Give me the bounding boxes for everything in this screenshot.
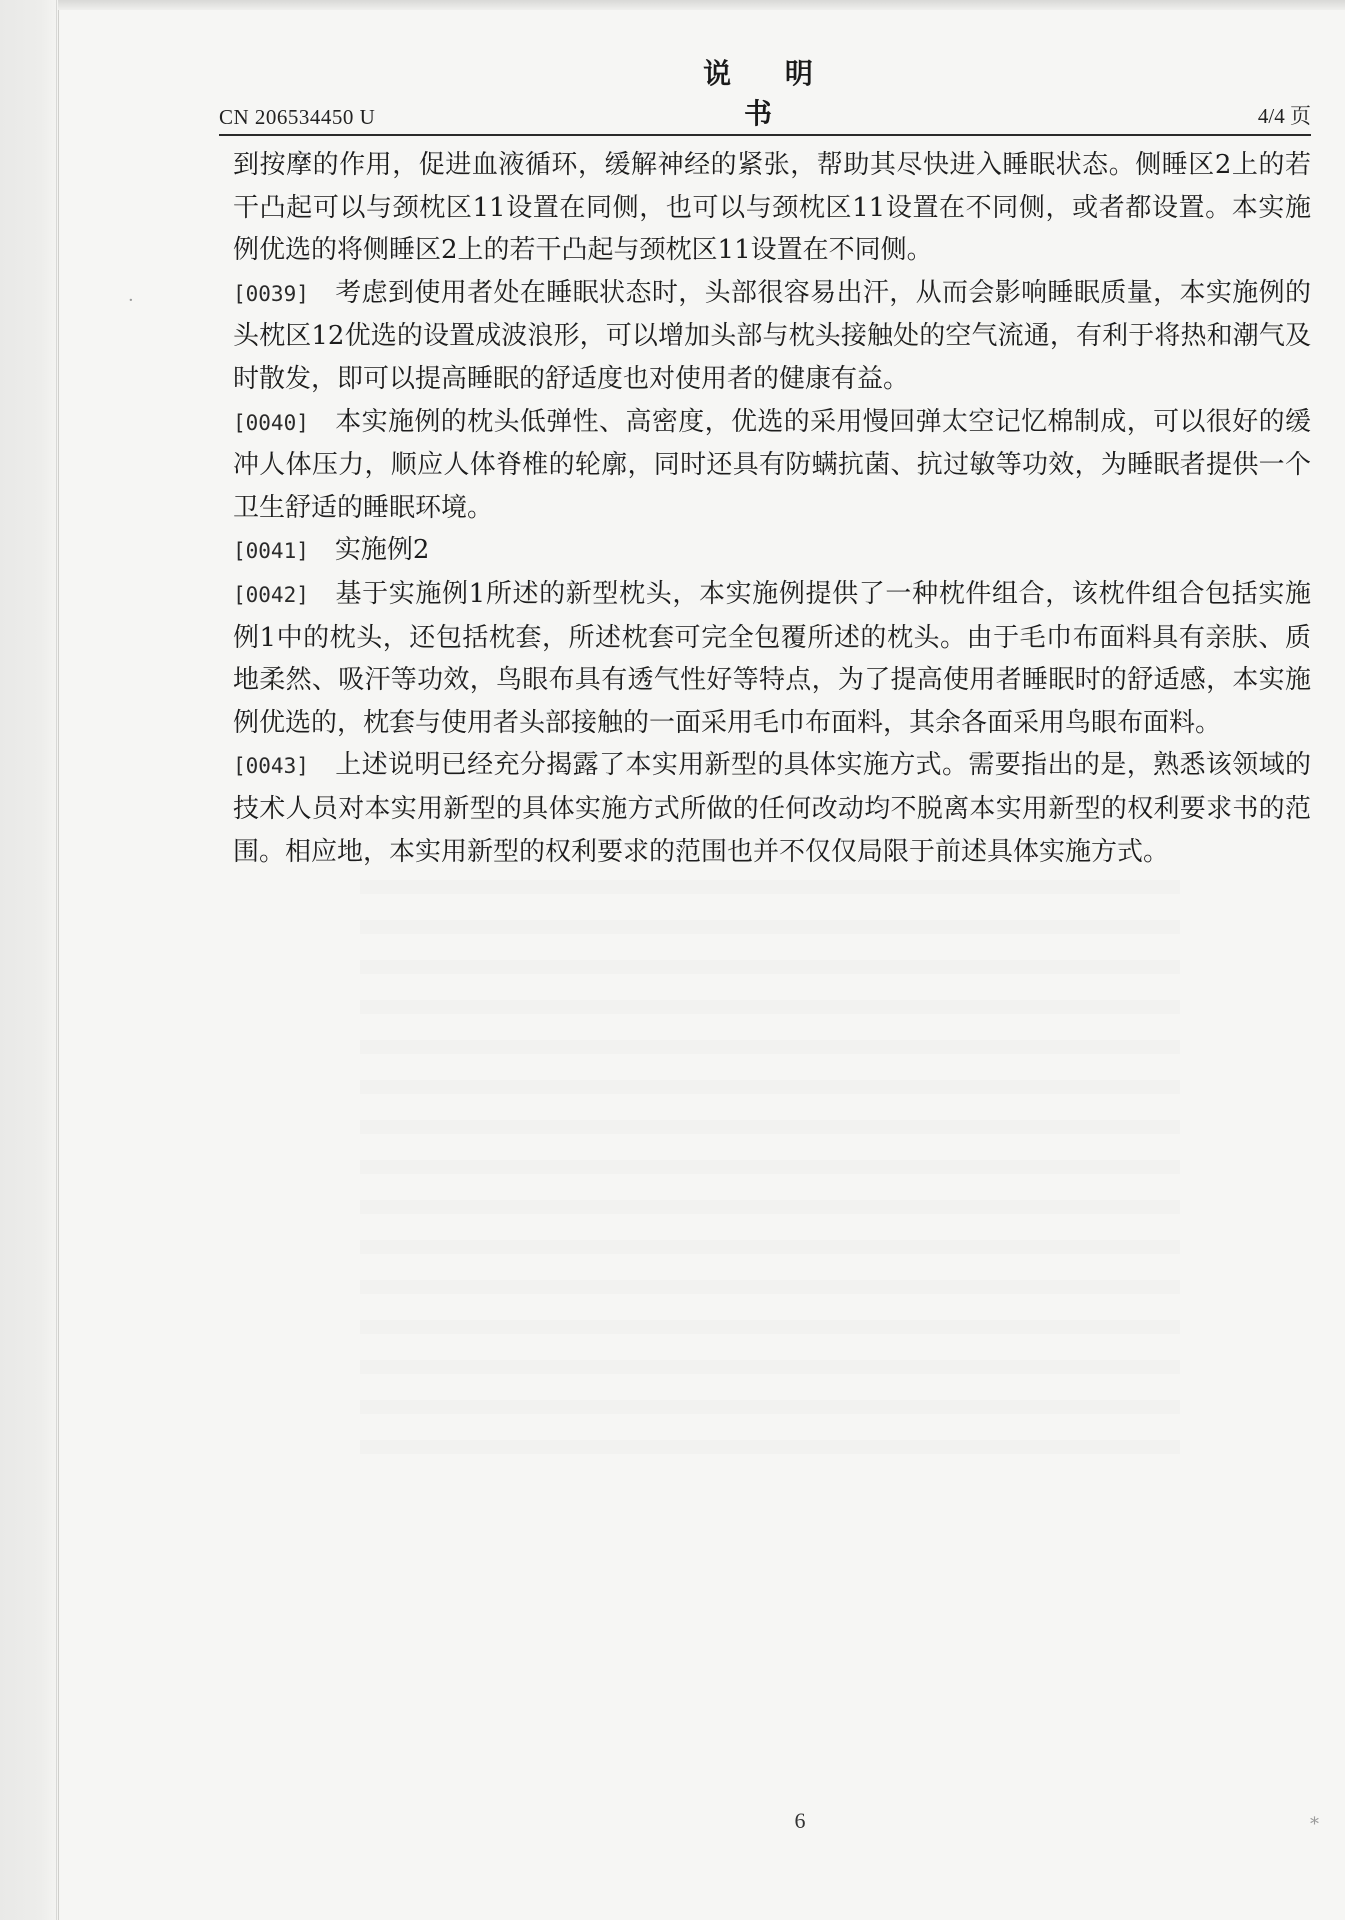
scan-top-edge	[58, 0, 1345, 10]
paragraph-number: [0042]	[233, 582, 309, 607]
header-divider	[219, 134, 1311, 136]
scan-speck: ·	[128, 290, 134, 311]
paragraph-number: [0040]	[233, 410, 309, 435]
page-info: 4/4 页	[1257, 104, 1311, 128]
description-body	[233, 144, 1311, 873]
paragraph-text: 实施例2	[334, 535, 430, 566]
bleed-through-texture	[360, 880, 1180, 1480]
scan-left-edge	[0, 0, 59, 1920]
paragraph-text: 基于实施例1所述的新型枕头，本实施例提供了一种枕件组合，该枕件组合包括实施例1中的枕头，还包括枕套，所述枕套可完全包覆所述的枕头。由于毛巾布面料具有亲肤、质地柔然、吸汗等功效，鸟眼布具有透气性好等特点，为了提高使用者睡眠时的舒适感，本实施例优选的，枕套与使用者头部接触的一面采用毛巾布面料，其余各面采用鸟眼布面料。	[233, 578, 1311, 738]
paragraph-0039	[233, 272, 1311, 401]
document-title: 说 明 书	[703, 57, 835, 130]
paragraph-text: 上述说明已经充分揭露了本实用新型的具体实施方式。需要指出的是，熟悉该领域的技术人员对本实用新型的具体实施方式所做的任何改动均不脱离本实用新型的权利要求书的范围。相应地，本实用新型的权利要求的范围也并不仅仅局限于前述具体实施方式。	[233, 750, 1311, 867]
paragraph-text: 考虑到使用者处在睡眠状态时，头部很容易出汗，从而会影响睡眠质量，本实施例的头枕区12优选的设置成波浪形，可以增加头部与枕头接触处的空气流通，有利于将热和潮气及时散发，即可以提高睡眠的舒适度也对使用者的健康有益。	[233, 277, 1311, 394]
page-number: 6	[794, 1808, 806, 1833]
paragraph-number: [0041]	[233, 539, 309, 564]
document-number: CN 206534450 U	[219, 105, 376, 129]
paragraph-continuation	[233, 144, 1311, 272]
paragraph-0041	[233, 529, 1311, 573]
paragraph-number: [0043]	[233, 754, 309, 779]
paragraph-number: [0039]	[233, 281, 309, 306]
paragraph-0043	[233, 744, 1311, 873]
page-header	[219, 57, 1311, 132]
scan-edge-line	[56, 0, 57, 1920]
paragraph-0042	[233, 573, 1311, 744]
paragraph-0040	[233, 401, 1311, 530]
scan-speck: ⁎	[1310, 1808, 1319, 1829]
paragraph-text: 本实施例的枕头低弹性、高密度，优选的采用慢回弹太空记忆棉制成，可以很好的缓冲人体压力，顺应人体脊椎的轮廓，同时还具有防螨抗菌、抗过敏等功效，为睡眠者提供一个卫生舒适的睡眠环境。	[233, 406, 1311, 523]
paragraph-text: 到按摩的作用，促进血液循环，缓解神经的紧张，帮助其尽快进入睡眠状态。侧睡区2上的若干凸起可以与颈枕区11设置在同侧，也可以与颈枕区11设置在不同侧，或者都设置。本实施例优选的将侧睡区2上的若干凸起与颈枕区11设置在不同侧。	[233, 150, 1311, 266]
